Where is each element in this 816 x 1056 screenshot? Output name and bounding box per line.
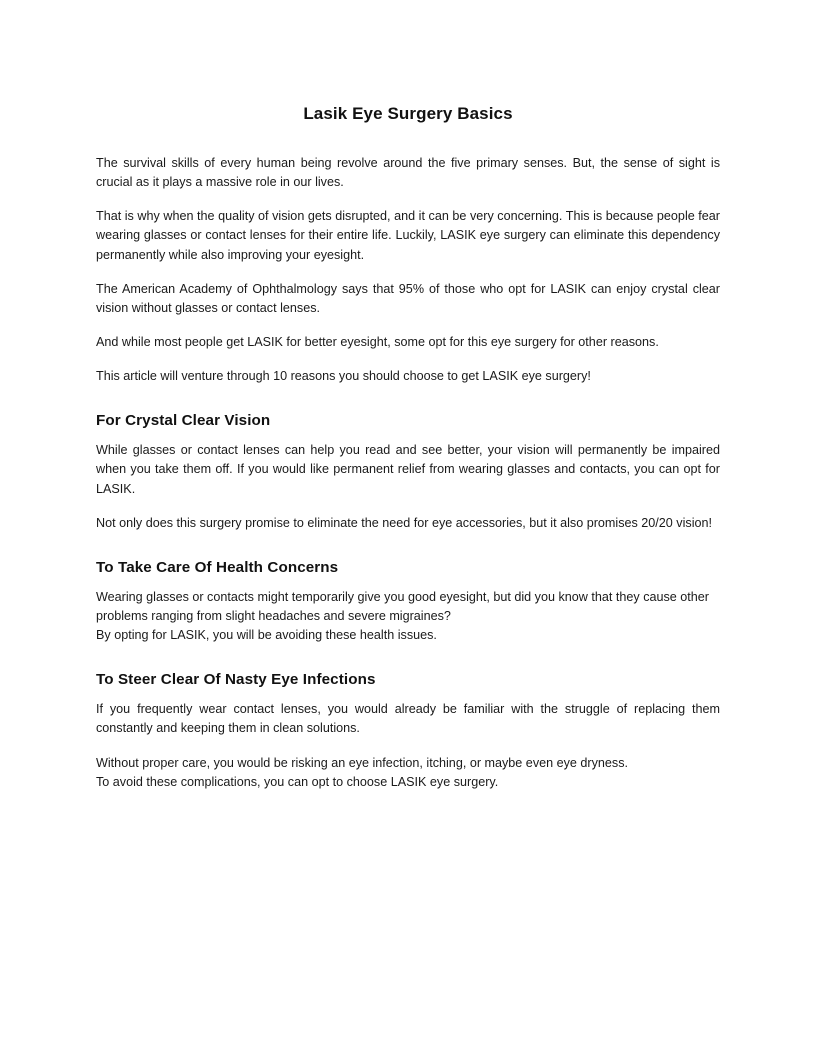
paragraph: That is why when the quality of vision gets disrupted, and it can be very concerning. This is because people fear wearing glasses or contact lenses for their entire life. Luckily, LASIK eye surgery can eliminate this dependency permanently while also improving your eyesight. (96, 209, 720, 262)
paragraph: This article will venture through 10 reasons you should choose to get LASIK eye surgery! (96, 369, 591, 384)
section-eye-infections (96, 671, 720, 792)
paragraph: While glasses or contact lenses can help you read and see better, your vision will permanently be impaired when you take them off. If you would like permanent relief from wearing glasses and contacts, you can opt for LASIK. (96, 443, 720, 496)
paragraph: The American Academy of Ophthalmology says that 95% of those who opt for LASIK can enjoy crystal clear vision without glasses or contact lenses. (96, 281, 720, 315)
section-crystal-clear-vision (96, 412, 720, 533)
paragraph: To avoid these complications, you can opt to choose LASIK eye surgery. (96, 774, 499, 789)
section-health-concerns (96, 559, 720, 645)
paragraph: Without proper care, you would be risking an eye infection, itching, or maybe even eye dryness. (96, 755, 629, 770)
section-heading: For Crystal Clear Vision (96, 412, 271, 430)
paragraph: By opting for LASIK, you will be avoiding these health issues. (96, 628, 437, 643)
page-title: Lasik Eye Surgery Basics (303, 104, 513, 123)
intro-section (96, 154, 720, 386)
paragraph: Not only does this surgery promise to eliminate the need for eye accessories, but it also promises 20/20 vision! (96, 515, 712, 530)
paragraph: And while most people get LASIK for better eyesight, some opt for this eye surgery for other reasons. (96, 334, 659, 349)
paragraph: If you frequently wear contact lenses, you would already be familiar with the struggle of replacing them constantly and keeping them in clean solutions. (96, 702, 720, 736)
section-heading: To Steer Clear Of Nasty Eye Infections (96, 671, 376, 689)
section-heading: To Take Care Of Health Concerns (96, 558, 339, 576)
paragraph: The survival skills of every human being revolve around the five primary senses. But, the sense of sight is crucial as it plays a massive role in our lives. (96, 156, 720, 190)
paragraph: Wearing glasses or contacts might temporarily give you good eyesight, but did you know that they cause other problems ranging from slight headaches and severe migraines? (96, 589, 709, 623)
